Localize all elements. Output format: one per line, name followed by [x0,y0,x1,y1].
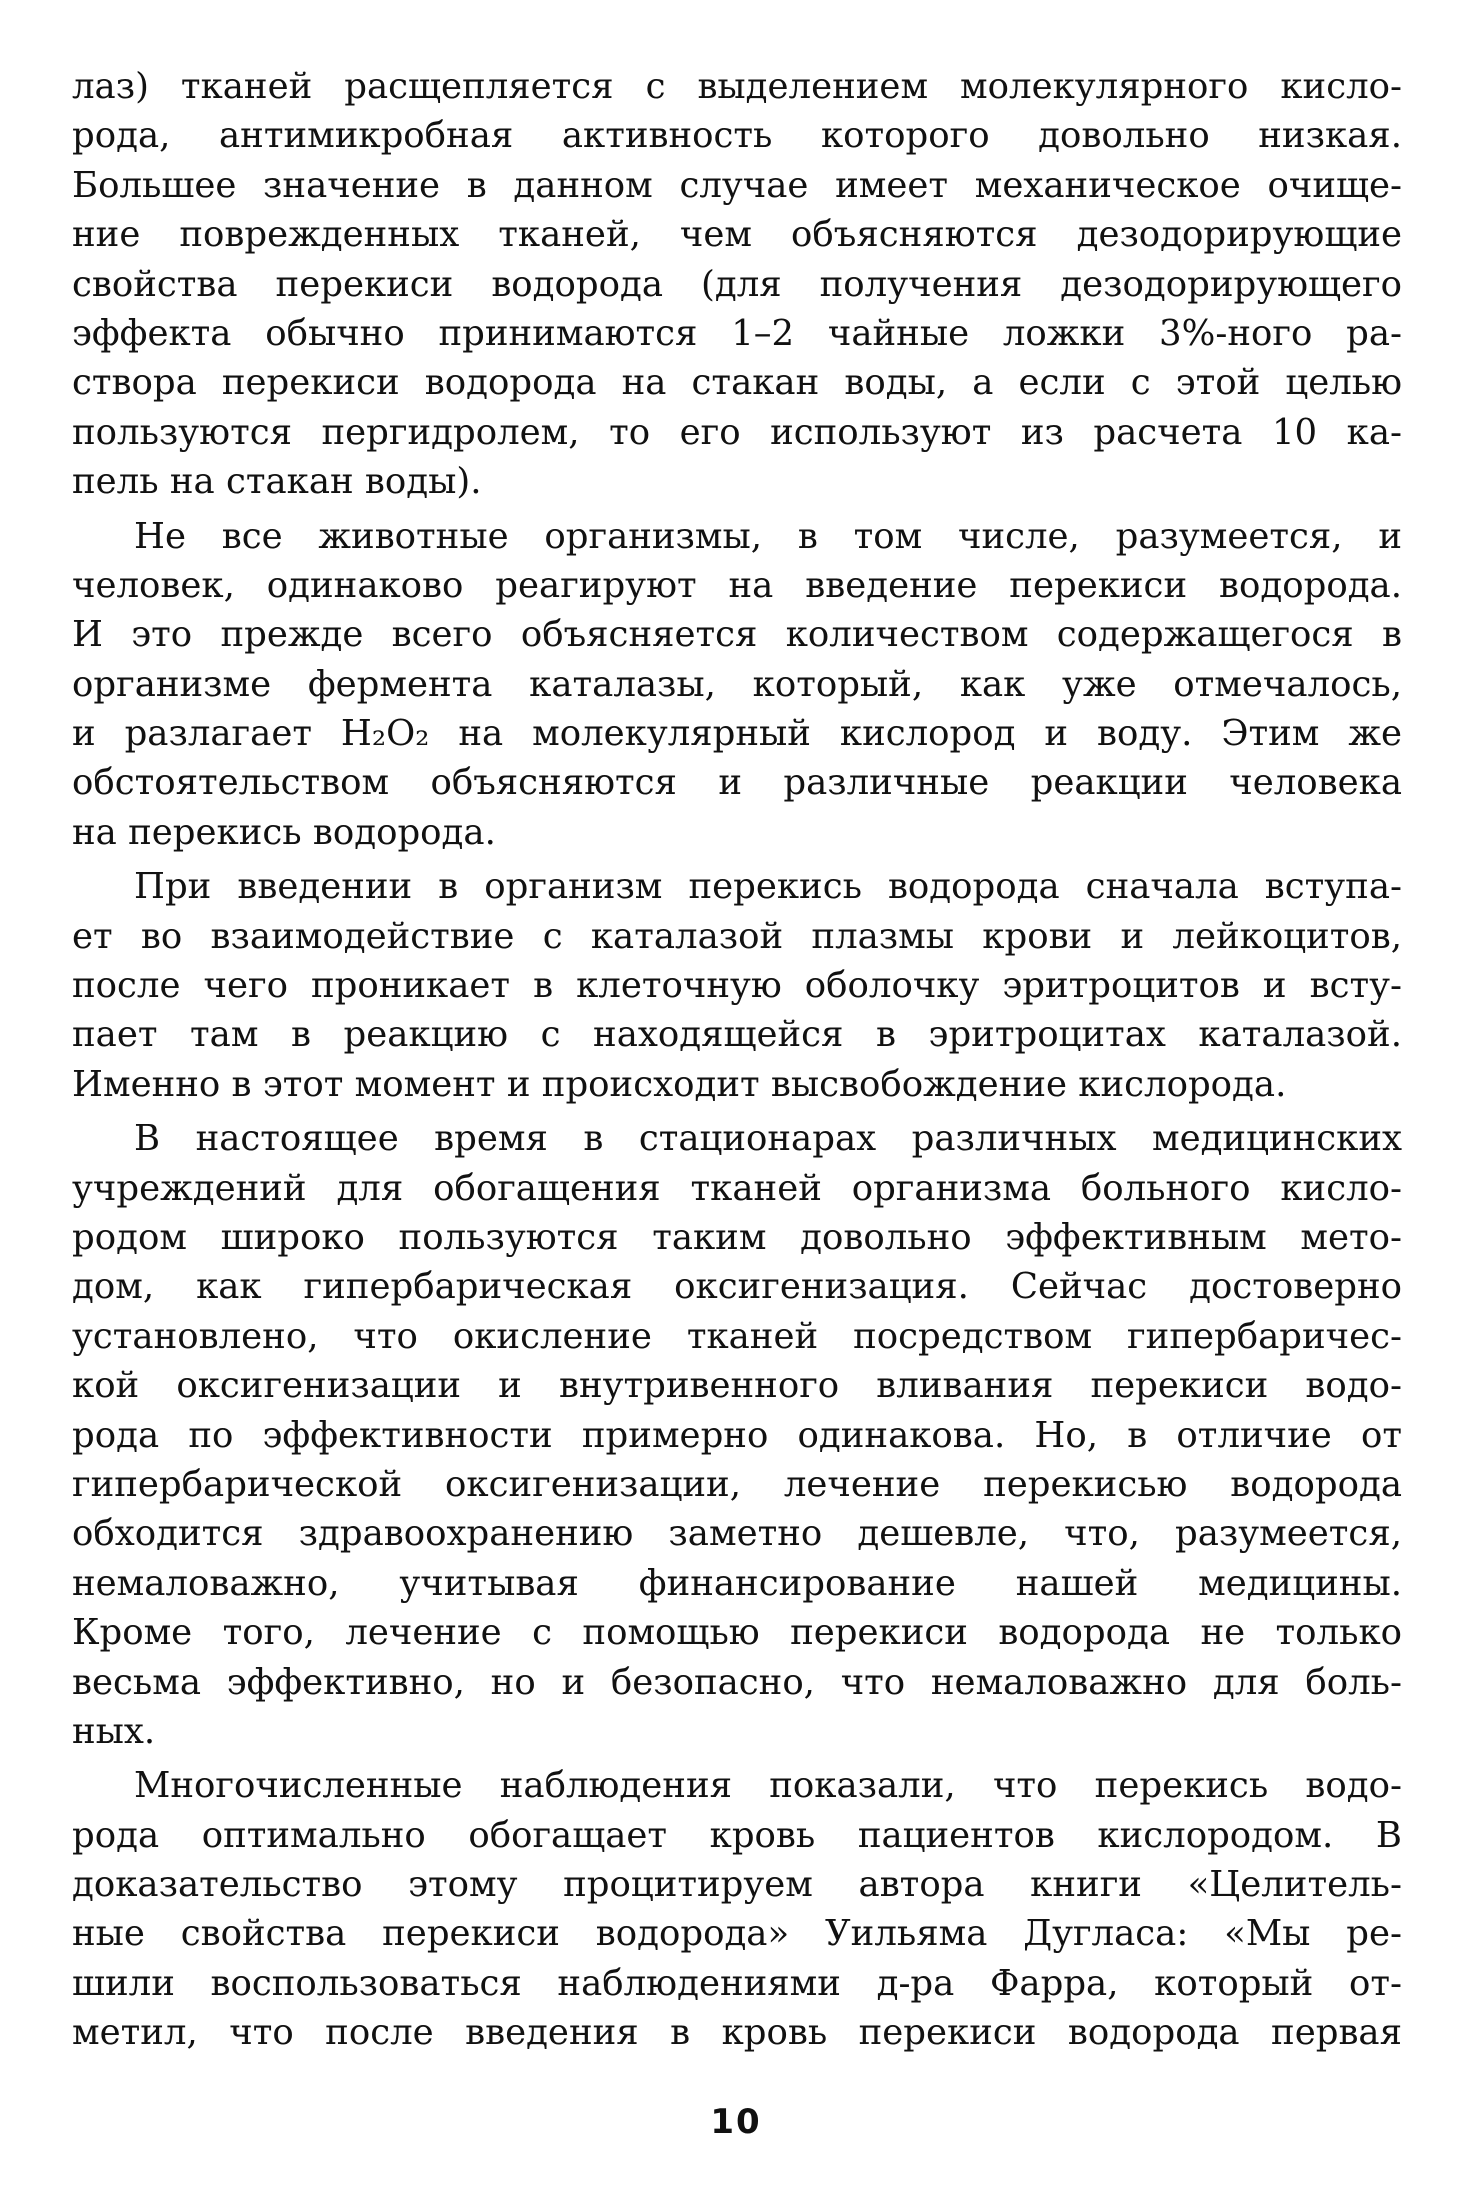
text-line: рода, антимикробная активность которого довольно низкая. [72,115,1402,157]
text-line: лаз) тканей расщепляется с выделением молекулярного кисло- [72,66,1402,107]
text-line: после чего проникает в клеточную оболочку эритроцитов и всту- [72,965,1402,1007]
text-line: створа перекиси водорода на стакан воды, а если с этой целью [72,362,1402,404]
text-line: В настоящее время в стационарах различных медицинских [134,1118,1402,1160]
text-line: рода оптимально обогащает кровь пациентов кислородом. В [72,1814,1402,1856]
text-line: обходится здравоохранению заметно дешевле, что, разумеется, [72,1513,1402,1555]
text-line: человек, одинаково реагируют на введение перекиси водорода. [72,564,1402,606]
text-line: эффекта обычно принимаются 1–2 чайные ложки 3%-ного ра- [72,312,1402,354]
page-number: 10 [710,2102,762,2142]
text-line: кой оксигенизации и внутривенного вливания перекиси водо- [72,1365,1402,1407]
paragraph [72,1761,1402,2057]
text-line: шили воспользоваться наблюдениями д-ра Фарра, который от- [72,1962,1402,2004]
text-line: гипербарической оксигенизации, лечение перекисью водорода [72,1463,1402,1505]
text-line: и разлагает H₂O₂ на молекулярный кислород и воду. Этим же [72,713,1402,755]
text-line: пользуются пергидролем, то его используют из расчета 10 ка- [72,411,1402,453]
paragraph [72,512,1402,858]
paragraph [72,62,1402,507]
text-line: свойства перекиси водорода (для получения дезодорирующего [72,263,1402,305]
text-line: Большее значение в данном случае имеет механическое очище- [72,164,1402,206]
text-line: учреждений для обогащения тканей организма больного кисло- [72,1167,1402,1209]
text-line: немаловажно, учитывая финансирование нашей медицины. [72,1562,1402,1604]
text-line: И это прежде всего объясняется количеством содержащегося в [72,614,1402,656]
text-line: ние поврежденных тканей, чем объясняются дезодорирующие [72,214,1402,256]
text-line: родом широко пользуются таким довольно эффективным мето- [72,1216,1402,1258]
text-line: При введении в организм перекись водорода сначала вступа- [134,866,1402,908]
text-line: дом, как гипербарическая оксигенизация. Сейчас достоверно [72,1266,1402,1308]
text-line: рода по эффективности примерно одинакова. Но, в отличие от [72,1414,1402,1456]
paragraph [72,862,1402,1109]
text-line: Многочисленные наблюдения показали, что перекись водо- [134,1765,1402,1807]
text-line: организме фермента каталазы, который, как уже отмечалось, [72,663,1402,705]
text-line: Кроме того, лечение с помощью перекиси водорода не только [72,1612,1402,1654]
text-line: доказательство этому процитируем автора книги «Целитель- [72,1864,1402,1906]
paragraph [72,1114,1402,1756]
text-line: Не все животные организмы, в том числе, разумеется, и [134,515,1402,557]
text-line: пель на стакан воды). [72,461,482,503]
text-line: ных. [72,1710,156,1752]
book-page [72,62,1402,2058]
text-line: ет во взаимодействие с каталазой плазмы крови и лейкоцитов, [72,915,1402,957]
text-line: Именно в этот момент и происходит высвобождение кислорода. [72,1063,1287,1105]
text-line: ные свойства перекиси водорода» Уильяма Дугласа: «Мы ре- [72,1913,1402,1955]
text-line: установлено, что окисление тканей посредством гипербаричес- [72,1315,1402,1357]
text-line: обстоятельством объясняются и различные реакции человека [72,762,1402,804]
text-line: пает там в реакцию с находящейся в эритроцитах каталазой. [72,1014,1402,1056]
text-line: на перекись водорода. [72,811,496,853]
text-line: метил, что после введения в кровь перекиси водорода первая [72,2012,1402,2054]
text-line: весьма эффективно, но и безопасно, что немаловажно для боль- [72,1661,1402,1703]
